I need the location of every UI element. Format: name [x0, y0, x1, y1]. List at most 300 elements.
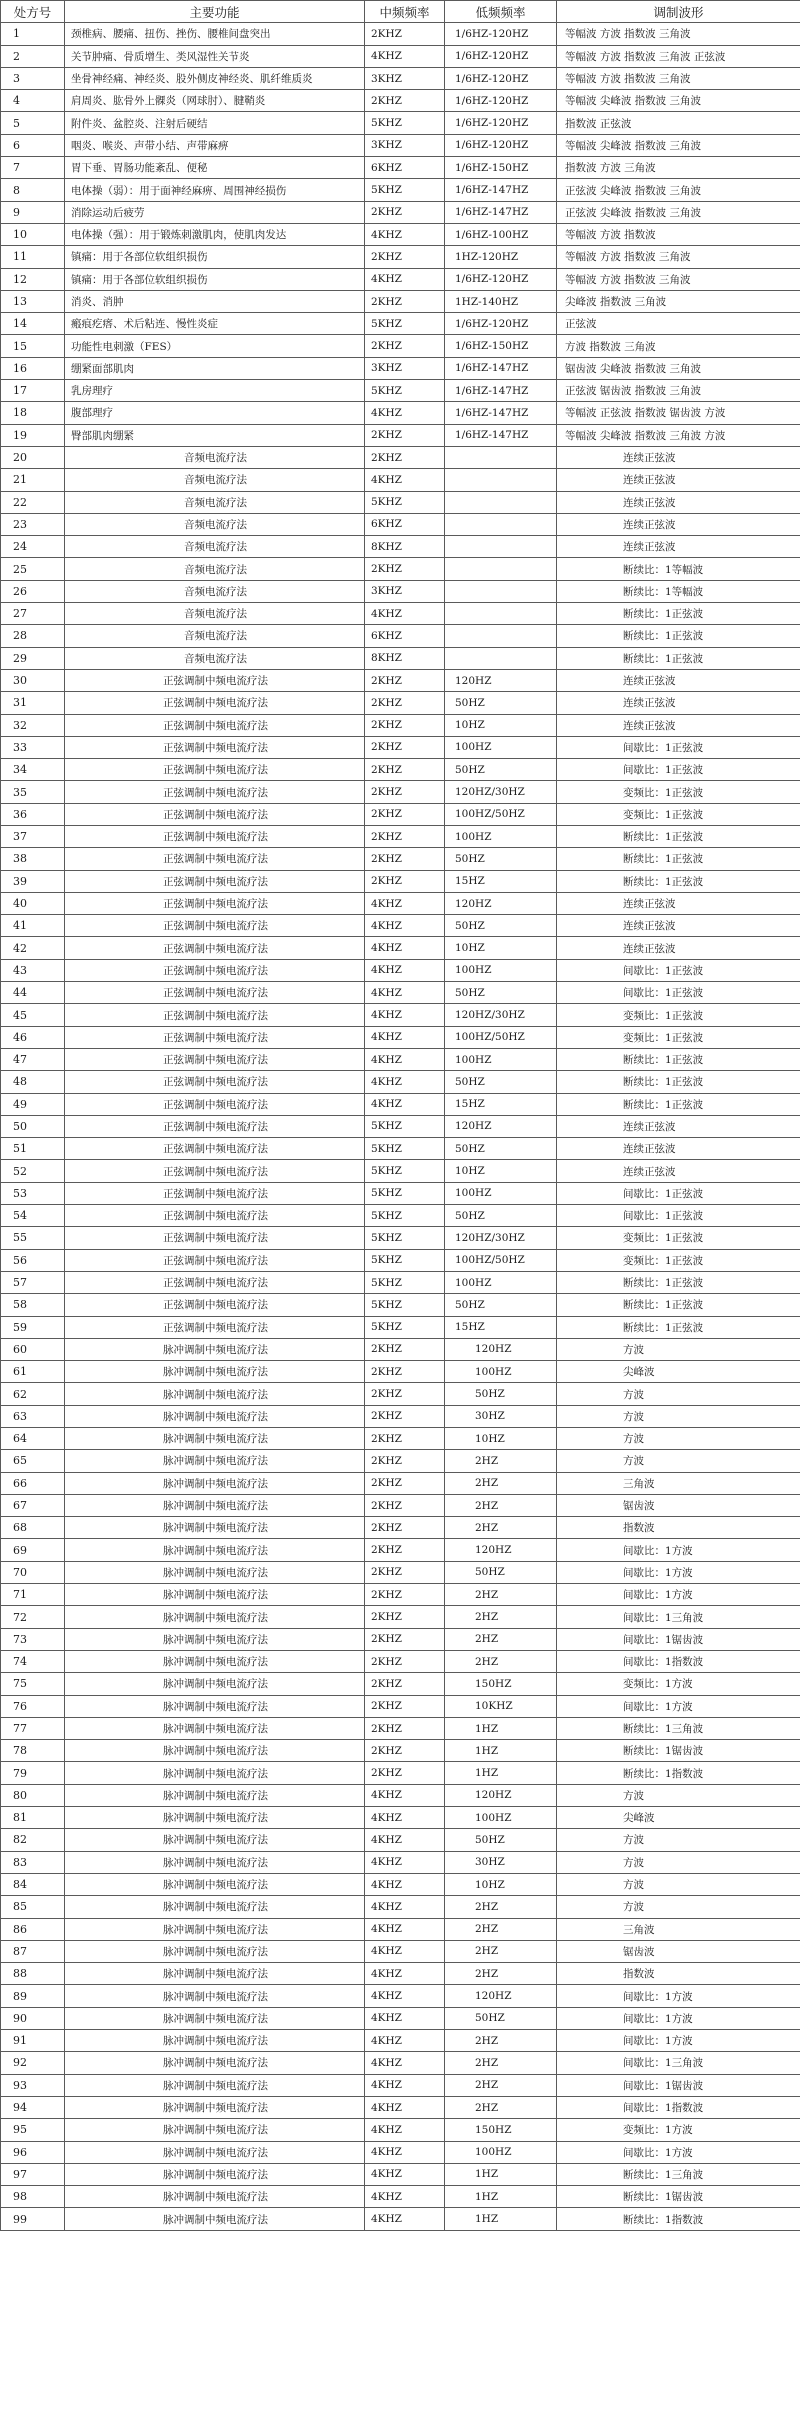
function-cell: 脉冲调制中频电流疗法 [65, 1896, 365, 1918]
prescription-no-cell: 39 [1, 870, 65, 892]
mid-frequency-cell: 5KHZ [365, 380, 445, 402]
table-row [1, 223, 800, 245]
mid-frequency-cell: 4KHZ [365, 1026, 445, 1048]
prescription-no-cell: 35 [1, 781, 65, 803]
prescription-no-cell: 50 [1, 1115, 65, 1137]
function-cell: 脉冲调制中频电流疗法 [65, 1650, 365, 1672]
table-row [1, 1695, 800, 1717]
prescription-no-cell: 53 [1, 1182, 65, 1204]
mid-frequency-cell: 2KHZ [365, 335, 445, 357]
prescription-no-cell: 77 [1, 1717, 65, 1739]
prescription-no-cell: 24 [1, 536, 65, 558]
mid-frequency-cell: 4KHZ [365, 268, 445, 290]
waveform-cell: 等幅波 方波 指数波 [557, 223, 800, 245]
low-frequency-cell: 1/6HZ-147HZ [445, 201, 557, 223]
prescription-no-cell: 15 [1, 335, 65, 357]
function-cell: 脉冲调制中频电流疗法 [65, 2074, 365, 2096]
table-row [1, 1227, 800, 1249]
table-row [1, 736, 800, 758]
low-frequency-cell: 1HZ [445, 1717, 557, 1739]
table-row [1, 1472, 800, 1494]
table-row [1, 1048, 800, 1070]
prescription-no-cell: 34 [1, 759, 65, 781]
prescription-no-cell: 47 [1, 1048, 65, 1070]
low-frequency-cell: 50HZ [445, 982, 557, 1004]
function-cell: 脉冲调制中频电流疗法 [65, 2141, 365, 2163]
function-cell: 音频电流疗法 [65, 558, 365, 580]
waveform-cell: 正弦波 尖峰波 指数波 三角波 [557, 179, 800, 201]
table-row [1, 1628, 800, 1650]
mid-frequency-cell: 4KHZ [365, 2119, 445, 2141]
table-row [1, 201, 800, 223]
table-row [1, 625, 800, 647]
table-row [1, 1093, 800, 1115]
low-frequency-cell: 1/6HZ-120HZ [445, 45, 557, 67]
low-frequency-cell: 1/6HZ-147HZ [445, 357, 557, 379]
low-frequency-cell: 150HZ [445, 1673, 557, 1695]
mid-frequency-cell: 2KHZ [365, 1428, 445, 1450]
low-frequency-cell: 2HZ [445, 1650, 557, 1672]
waveform-cell: 变频比：1正弦波 [557, 1249, 800, 1271]
low-frequency-cell: 1/6HZ-147HZ [445, 424, 557, 446]
mid-frequency-cell: 4KHZ [365, 402, 445, 424]
table-row [1, 1606, 800, 1628]
prescription-no-cell: 40 [1, 892, 65, 914]
mid-frequency-cell: 4KHZ [365, 45, 445, 67]
prescription-no-cell: 79 [1, 1762, 65, 1784]
prescription-no-cell: 70 [1, 1561, 65, 1583]
mid-frequency-cell: 2KHZ [365, 1717, 445, 1739]
waveform-cell: 方波 [557, 1896, 800, 1918]
low-frequency-cell: 10HZ [445, 1873, 557, 1895]
waveform-cell: 方波 [557, 1450, 800, 1472]
prescription-no-cell: 95 [1, 2119, 65, 2141]
prescription-no-cell: 94 [1, 2096, 65, 2118]
mid-frequency-cell: 2KHZ [365, 870, 445, 892]
function-cell: 正弦调制中频电流疗法 [65, 959, 365, 981]
table-row [1, 491, 800, 513]
waveform-cell: 间歇比：1正弦波 [557, 982, 800, 1004]
mid-frequency-cell: 2KHZ [365, 446, 445, 468]
function-cell: 音频电流疗法 [65, 536, 365, 558]
prescription-no-cell: 90 [1, 2007, 65, 2029]
waveform-cell: 方波 [557, 1784, 800, 1806]
mid-frequency-cell: 4KHZ [365, 1784, 445, 1806]
low-frequency-cell: 10HZ [445, 1428, 557, 1450]
low-frequency-cell: 100HZ [445, 736, 557, 758]
low-frequency-cell: 120HZ/30HZ [445, 1004, 557, 1026]
mid-frequency-cell: 4KHZ [365, 1071, 445, 1093]
waveform-cell: 尖峰波 [557, 1361, 800, 1383]
low-frequency-cell: 50HZ [445, 1383, 557, 1405]
waveform-cell: 指数波 [557, 1963, 800, 1985]
low-frequency-cell: 120HZ/30HZ [445, 1227, 557, 1249]
table-row [1, 1740, 800, 1762]
table-row [1, 134, 800, 156]
table-row [1, 67, 800, 89]
table-row [1, 1539, 800, 1561]
mid-frequency-cell: 2KHZ [365, 90, 445, 112]
function-cell: 镇痛：用于各部位软组织损伤 [65, 246, 365, 268]
waveform-cell: 锯齿波 尖峰波 指数波 三角波 [557, 357, 800, 379]
prescription-no-cell: 60 [1, 1338, 65, 1360]
prescription-no-cell: 74 [1, 1650, 65, 1672]
waveform-cell: 连续正弦波 [557, 915, 800, 937]
waveform-cell: 间歇比：1锯齿波 [557, 1628, 800, 1650]
table-row [1, 759, 800, 781]
low-frequency-cell: 150HZ [445, 2119, 557, 2141]
low-frequency-cell: 10KHZ [445, 1695, 557, 1717]
function-cell: 脉冲调制中频电流疗法 [65, 1383, 365, 1405]
mid-frequency-cell: 4KHZ [365, 2030, 445, 2052]
waveform-cell: 等幅波 方波 指数波 三角波 [557, 246, 800, 268]
prescription-no-cell: 81 [1, 1807, 65, 1829]
waveform-cell: 断续比：1正弦波 [557, 1048, 800, 1070]
waveform-cell: 间歇比：1三角波 [557, 1606, 800, 1628]
prescription-no-cell: 9 [1, 201, 65, 223]
waveform-cell: 变频比：1正弦波 [557, 803, 800, 825]
prescription-no-cell: 5 [1, 112, 65, 134]
table-row [1, 424, 800, 446]
mid-frequency-cell: 4KHZ [365, 2141, 445, 2163]
prescription-no-cell: 11 [1, 246, 65, 268]
waveform-cell: 方波 [557, 1873, 800, 1895]
table-row [1, 803, 800, 825]
table-row [1, 1271, 800, 1293]
table-row [1, 246, 800, 268]
mid-frequency-cell: 5KHZ [365, 1138, 445, 1160]
mid-frequency-cell: 2KHZ [365, 1628, 445, 1650]
waveform-cell: 变频比：1正弦波 [557, 1227, 800, 1249]
table-row [1, 23, 800, 45]
waveform-cell: 连续正弦波 [557, 937, 800, 959]
prescription-no-cell: 45 [1, 1004, 65, 1026]
table-row [1, 2052, 800, 2074]
low-frequency-cell: 50HZ [445, 692, 557, 714]
function-cell: 脉冲调制中频电流疗法 [65, 1517, 365, 1539]
low-frequency-cell [445, 625, 557, 647]
function-cell: 音频电流疗法 [65, 647, 365, 669]
prescription-no-cell: 88 [1, 1963, 65, 1985]
low-frequency-cell: 120HZ [445, 669, 557, 691]
low-frequency-cell: 100HZ [445, 1271, 557, 1293]
table-row [1, 1026, 800, 1048]
function-cell: 脉冲调制中频电流疗法 [65, 1338, 365, 1360]
prescription-no-cell: 12 [1, 268, 65, 290]
function-cell: 脉冲调制中频电流疗法 [65, 2052, 365, 2074]
mid-frequency-cell: 4KHZ [365, 469, 445, 491]
function-cell: 咽炎、喉炎、声带小结、声带麻痹 [65, 134, 365, 156]
low-frequency-cell [445, 558, 557, 580]
mid-frequency-cell: 2KHZ [365, 736, 445, 758]
mid-frequency-cell: 2KHZ [365, 1561, 445, 1583]
function-cell: 脉冲调制中频电流疗法 [65, 1873, 365, 1895]
function-cell: 乳房理疗 [65, 380, 365, 402]
prescription-no-cell: 17 [1, 380, 65, 402]
mid-frequency-cell: 5KHZ [365, 179, 445, 201]
mid-frequency-cell: 4KHZ [365, 2052, 445, 2074]
prescription-no-cell: 82 [1, 1829, 65, 1851]
waveform-cell: 间歇比：1正弦波 [557, 1205, 800, 1227]
prescription-no-cell: 67 [1, 1494, 65, 1516]
function-cell: 镇痛：用于各部位软组织损伤 [65, 268, 365, 290]
mid-frequency-cell: 2KHZ [365, 1472, 445, 1494]
mid-frequency-cell: 2KHZ [365, 424, 445, 446]
low-frequency-cell: 50HZ [445, 1138, 557, 1160]
prescription-no-cell: 41 [1, 915, 65, 937]
waveform-cell: 断续比：1锯齿波 [557, 2186, 800, 2208]
waveform-cell: 断续比：1指数波 [557, 1762, 800, 1784]
prescription-no-cell: 97 [1, 2163, 65, 2185]
mid-frequency-cell: 8KHZ [365, 536, 445, 558]
prescription-no-cell: 25 [1, 558, 65, 580]
low-frequency-cell: 50HZ [445, 1561, 557, 1583]
low-frequency-cell: 2HZ [445, 1940, 557, 1962]
waveform-cell: 间歇比：1方波 [557, 2141, 800, 2163]
mid-frequency-cell: 4KHZ [365, 1873, 445, 1895]
table-row [1, 1940, 800, 1962]
table-row [1, 357, 800, 379]
function-cell: 脉冲调制中频电流疗法 [65, 1963, 365, 1985]
function-cell: 正弦调制中频电流疗法 [65, 1093, 365, 1115]
low-frequency-cell: 50HZ [445, 1294, 557, 1316]
prescription-no-cell: 4 [1, 90, 65, 112]
function-cell: 正弦调制中频电流疗法 [65, 1227, 365, 1249]
waveform-cell: 断续比：1正弦波 [557, 603, 800, 625]
prescription-no-cell: 1 [1, 23, 65, 45]
table-row [1, 669, 800, 691]
table-row [1, 1807, 800, 1829]
mid-frequency-cell: 4KHZ [365, 1985, 445, 2007]
mid-frequency-cell: 5KHZ [365, 1227, 445, 1249]
mid-frequency-cell: 4KHZ [365, 1940, 445, 1962]
function-cell: 正弦调制中频电流疗法 [65, 848, 365, 870]
low-frequency-cell: 50HZ [445, 1205, 557, 1227]
waveform-cell: 间歇比：1方波 [557, 1584, 800, 1606]
table-row [1, 1182, 800, 1204]
low-frequency-cell: 10HZ [445, 714, 557, 736]
mid-frequency-cell: 5KHZ [365, 1115, 445, 1137]
low-frequency-cell: 1/6HZ-120HZ [445, 313, 557, 335]
prescription-no-cell: 16 [1, 357, 65, 379]
waveform-cell: 连续正弦波 [557, 469, 800, 491]
low-frequency-cell: 120HZ [445, 1539, 557, 1561]
low-frequency-cell: 2HZ [445, 1517, 557, 1539]
function-cell: 电体操（弱）：用于面神经麻痹、周围神经损伤 [65, 179, 365, 201]
function-cell: 正弦调制中频电流疗法 [65, 1026, 365, 1048]
prescription-no-cell: 78 [1, 1740, 65, 1762]
table-row [1, 2208, 800, 2230]
low-frequency-cell: 1/6HZ-150HZ [445, 335, 557, 357]
low-frequency-cell: 120HZ [445, 1985, 557, 2007]
mid-frequency-cell: 4KHZ [365, 2096, 445, 2118]
low-frequency-cell: 1HZ-140HZ [445, 290, 557, 312]
header-prescription-no: 处方号 [1, 1, 65, 23]
function-cell: 正弦调制中频电流疗法 [65, 1115, 365, 1137]
mid-frequency-cell: 2KHZ [365, 1584, 445, 1606]
low-frequency-cell: 1/6HZ-100HZ [445, 223, 557, 245]
header-low-frequency: 低频频率 [445, 1, 557, 23]
function-cell: 音频电流疗法 [65, 446, 365, 468]
function-cell: 音频电流疗法 [65, 580, 365, 602]
prescription-no-cell: 55 [1, 1227, 65, 1249]
prescription-no-cell: 80 [1, 1784, 65, 1806]
low-frequency-cell: 15HZ [445, 1093, 557, 1115]
waveform-cell: 断续比：1正弦波 [557, 870, 800, 892]
function-cell: 正弦调制中频电流疗法 [65, 937, 365, 959]
waveform-cell: 断续比：1指数波 [557, 2208, 800, 2230]
prescription-no-cell: 20 [1, 446, 65, 468]
function-cell: 脉冲调制中频电流疗法 [65, 1717, 365, 1739]
low-frequency-cell: 1/6HZ-120HZ [445, 90, 557, 112]
prescription-no-cell: 71 [1, 1584, 65, 1606]
table-row [1, 112, 800, 134]
low-frequency-cell: 50HZ [445, 1071, 557, 1093]
table-row [1, 848, 800, 870]
prescription-no-cell: 84 [1, 1873, 65, 1895]
function-cell: 脉冲调制中频电流疗法 [65, 1428, 365, 1450]
prescription-no-cell: 49 [1, 1093, 65, 1115]
table-row [1, 1160, 800, 1182]
function-cell: 正弦调制中频电流疗法 [65, 1071, 365, 1093]
low-frequency-cell: 1/6HZ-147HZ [445, 179, 557, 201]
function-cell: 音频电流疗法 [65, 491, 365, 513]
waveform-cell: 断续比：1锯齿波 [557, 1740, 800, 1762]
mid-frequency-cell: 2KHZ [365, 669, 445, 691]
function-cell: 胃下垂、胃肠功能紊乱、便秘 [65, 157, 365, 179]
function-cell: 消炎、消肿 [65, 290, 365, 312]
function-cell: 坐骨神经痛、神经炎、股外侧皮神经炎、肌纤维质炎 [65, 67, 365, 89]
mid-frequency-cell: 2KHZ [365, 1383, 445, 1405]
mid-frequency-cell: 4KHZ [365, 1093, 445, 1115]
prescription-no-cell: 68 [1, 1517, 65, 1539]
function-cell: 脉冲调制中频电流疗法 [65, 1940, 365, 1962]
waveform-cell: 断续比：1正弦波 [557, 1093, 800, 1115]
waveform-cell: 正弦波 尖峰波 指数波 三角波 [557, 201, 800, 223]
prescription-no-cell: 69 [1, 1539, 65, 1561]
prescription-no-cell: 73 [1, 1628, 65, 1650]
prescription-no-cell: 36 [1, 803, 65, 825]
function-cell: 脉冲调制中频电流疗法 [65, 1918, 365, 1940]
low-frequency-cell: 15HZ [445, 1316, 557, 1338]
table-row [1, 1450, 800, 1472]
waveform-cell: 方波 [557, 1383, 800, 1405]
table-row [1, 1873, 800, 1895]
low-frequency-cell [445, 446, 557, 468]
table-row [1, 714, 800, 736]
low-frequency-cell: 1HZ [445, 2186, 557, 2208]
low-frequency-cell [445, 469, 557, 491]
prescription-no-cell: 48 [1, 1071, 65, 1093]
prescription-no-cell: 44 [1, 982, 65, 1004]
waveform-cell: 断续比：1正弦波 [557, 825, 800, 847]
function-cell: 正弦调制中频电流疗法 [65, 1048, 365, 1070]
waveform-cell: 正弦波 锯齿波 指数波 三角波 [557, 380, 800, 402]
waveform-cell: 连续正弦波 [557, 491, 800, 513]
low-frequency-cell [445, 603, 557, 625]
function-cell: 脉冲调制中频电流疗法 [65, 1494, 365, 1516]
waveform-cell: 间歇比：1指数波 [557, 2096, 800, 2118]
function-cell: 臀部肌肉绷紧 [65, 424, 365, 446]
prescription-no-cell: 23 [1, 513, 65, 535]
function-cell: 脉冲调制中频电流疗法 [65, 2030, 365, 2052]
waveform-cell: 断续比：1正弦波 [557, 1071, 800, 1093]
function-cell: 音频电流疗法 [65, 469, 365, 491]
function-cell: 脉冲调制中频电流疗法 [65, 2163, 365, 2185]
waveform-cell: 间歇比：1方波 [557, 1539, 800, 1561]
mid-frequency-cell: 2KHZ [365, 246, 445, 268]
mid-frequency-cell: 2KHZ [365, 201, 445, 223]
mid-frequency-cell: 2KHZ [365, 1673, 445, 1695]
low-frequency-cell: 120HZ [445, 892, 557, 914]
table-row [1, 870, 800, 892]
function-cell: 正弦调制中频电流疗法 [65, 803, 365, 825]
waveform-cell: 尖峰波 [557, 1807, 800, 1829]
low-frequency-cell: 1HZ [445, 2208, 557, 2230]
function-cell: 脉冲调制中频电流疗法 [65, 1361, 365, 1383]
function-cell: 关节肿痛、骨质增生、类风湿性关节炎 [65, 45, 365, 67]
mid-frequency-cell: 4KHZ [365, 1807, 445, 1829]
low-frequency-cell [445, 491, 557, 513]
waveform-cell: 锯齿波 [557, 1494, 800, 1516]
function-cell: 正弦调制中频电流疗法 [65, 736, 365, 758]
prescription-no-cell: 83 [1, 1851, 65, 1873]
table-row [1, 1428, 800, 1450]
waveform-cell: 断续比：1等幅波 [557, 580, 800, 602]
low-frequency-cell [445, 580, 557, 602]
table-row [1, 937, 800, 959]
prescription-no-cell: 28 [1, 625, 65, 647]
table-row [1, 1851, 800, 1873]
function-cell: 音频电流疗法 [65, 625, 365, 647]
function-cell: 脉冲调制中频电流疗法 [65, 1740, 365, 1762]
low-frequency-cell [445, 513, 557, 535]
waveform-cell: 变频比：1方波 [557, 1673, 800, 1695]
mid-frequency-cell: 2KHZ [365, 290, 445, 312]
function-cell: 正弦调制中频电流疗法 [65, 669, 365, 691]
function-cell: 正弦调制中频电流疗法 [65, 870, 365, 892]
prescription-no-cell: 7 [1, 157, 65, 179]
waveform-cell: 方波 [557, 1851, 800, 1873]
low-frequency-cell: 100HZ/50HZ [445, 803, 557, 825]
prescription-no-cell: 52 [1, 1160, 65, 1182]
function-cell: 正弦调制中频电流疗法 [65, 1294, 365, 1316]
waveform-cell: 等幅波 方波 指数波 三角波 正弦波 [557, 45, 800, 67]
waveform-cell: 间歇比：1三角波 [557, 2052, 800, 2074]
mid-frequency-cell: 5KHZ [365, 1205, 445, 1227]
function-cell: 脉冲调制中频电流疗法 [65, 2096, 365, 2118]
table-row [1, 1294, 800, 1316]
waveform-cell: 断续比：1正弦波 [557, 1271, 800, 1293]
waveform-cell: 连续正弦波 [557, 692, 800, 714]
prescription-no-cell: 22 [1, 491, 65, 513]
table-row [1, 2141, 800, 2163]
function-cell: 正弦调制中频电流疗法 [65, 982, 365, 1004]
prescription-no-cell: 66 [1, 1472, 65, 1494]
low-frequency-cell: 15HZ [445, 870, 557, 892]
table-row [1, 1004, 800, 1026]
waveform-cell: 方波 [557, 1405, 800, 1427]
mid-frequency-cell: 2KHZ [365, 1539, 445, 1561]
function-cell: 脉冲调制中频电流疗法 [65, 2007, 365, 2029]
function-cell: 正弦调制中频电流疗法 [65, 1004, 365, 1026]
table-row [1, 2186, 800, 2208]
mid-frequency-cell: 4KHZ [365, 937, 445, 959]
mid-frequency-cell: 3KHZ [365, 357, 445, 379]
table-row [1, 2119, 800, 2141]
table-row [1, 1338, 800, 1360]
table-row [1, 647, 800, 669]
